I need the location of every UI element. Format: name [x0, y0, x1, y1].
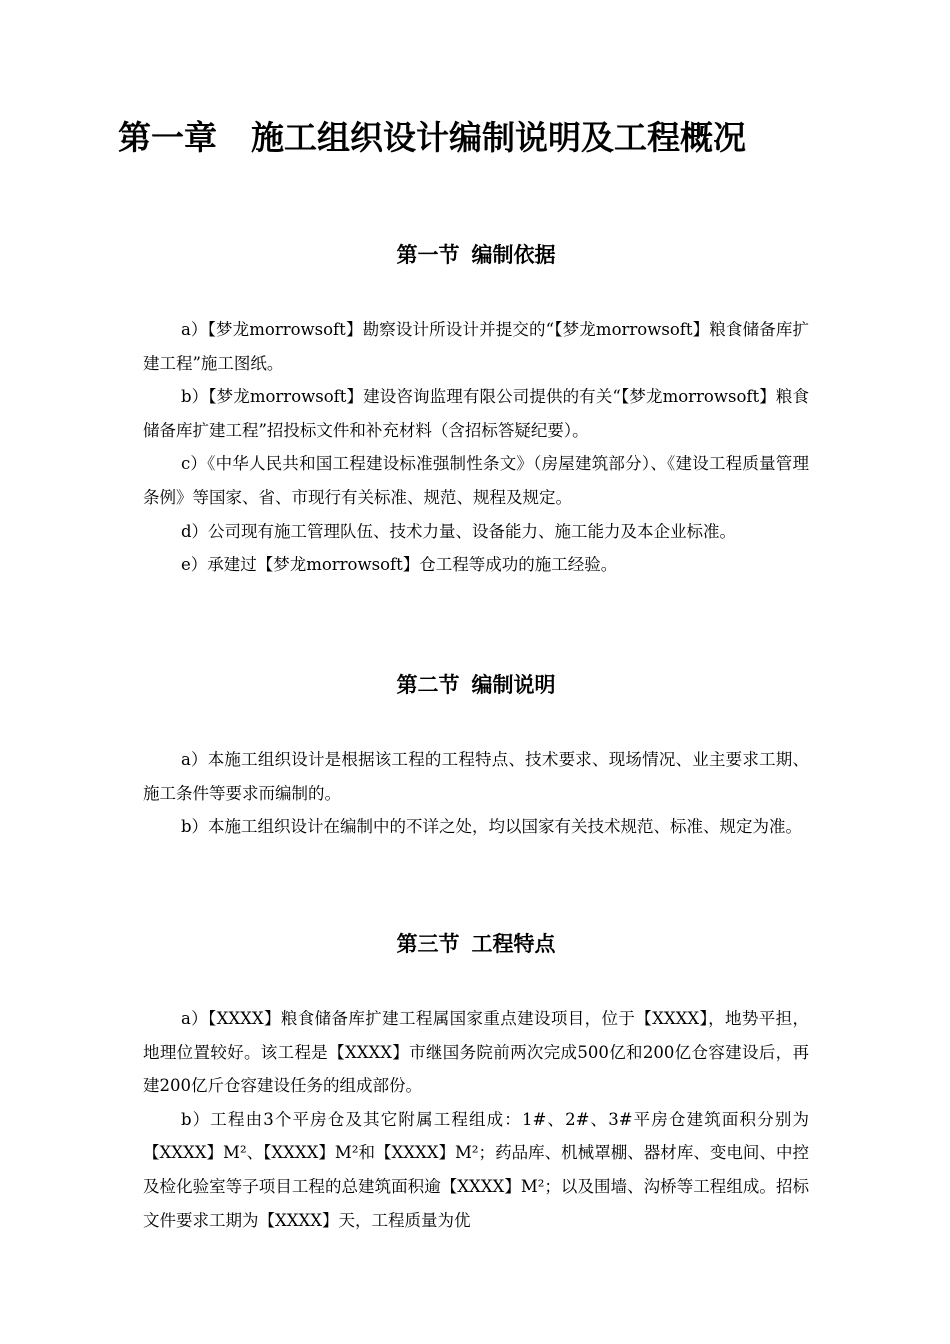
section-compilation-notes [143, 671, 809, 844]
chapter-number: 第一章 [118, 118, 217, 157]
paragraph: d）公司现有施工管理队伍、技术力量、设备能力、施工能力及本企业标准。 [180, 521, 736, 541]
section-number: 第一节 [396, 243, 460, 267]
paragraph: e）承建过【梦龙morrowsoft】仓工程等成功的施工经验。 [180, 555, 618, 575]
paragraph: a）【梦龙morrowsoft】勘察设计所设计并提交的“【梦龙morrowsoft】粮食储备库扩建工程”施工图纸。 [143, 320, 809, 373]
paragraph: b）工程由3个平房仓及其它附属工程组成：1#、2#、3#平房仓建筑面积分别为【XXXX】M²、【XXXX】M²和【XXXX】M²；药品库、机械罩棚、器材库、变电间、中控及检化验室等子项目工程的总建筑面积逾【XXXX】M²；以及围墙、沟桥等工程组成。招标文件要求工期为【XXXX】天，工程质量为优 [143, 1109, 809, 1230]
paragraph: c）《中华人民共和国工程建设标准强制性条文》（房屋建筑部分）、《建设工程质量管理条例》等国家、省、市现行有关标准、规范、规程及规定。 [143, 454, 809, 507]
section-number: 第三节 [396, 932, 460, 956]
section-heading [143, 671, 809, 699]
section-compilation-basis [143, 241, 809, 582]
section-title: 编制说明 [471, 673, 556, 697]
section-heading [143, 930, 809, 958]
section-title: 编制依据 [471, 243, 556, 267]
paragraph: a）【XXXX】粮食储备库扩建工程属国家重点建设项目，位于【XXXX】，地势平担，地理位置较好。该工程是【XXXX】市继国务院前两次完成500亿和200亿仓容建设后，再建200亿斤仓容建设任务的组成部份。 [143, 1009, 809, 1096]
paragraph: b）【梦龙morrowsoft】建设咨询监理有限公司提供的有关“【梦龙morrowsoft】粮食储备库扩建工程”招投标文件和补充材料（含招标答疑纪要）。 [143, 387, 809, 440]
section-title: 工程特点 [471, 932, 556, 956]
chapter-name: 施工组织设计编制说明及工程概况 [251, 118, 746, 157]
paragraph: a）本施工组织设计是根据该工程的工程特点、技术要求、现场情况、业主要求工期、施工条件等要求而编制的。 [143, 750, 809, 803]
section-heading [143, 241, 809, 269]
section-project-features [143, 930, 809, 1237]
chapter-title [118, 114, 878, 162]
section-number: 第二节 [396, 673, 460, 697]
paragraph: b）本施工组织设计在编制中的不详之处，均以国家有关技术规范、标准、规定为准。 [180, 817, 802, 837]
